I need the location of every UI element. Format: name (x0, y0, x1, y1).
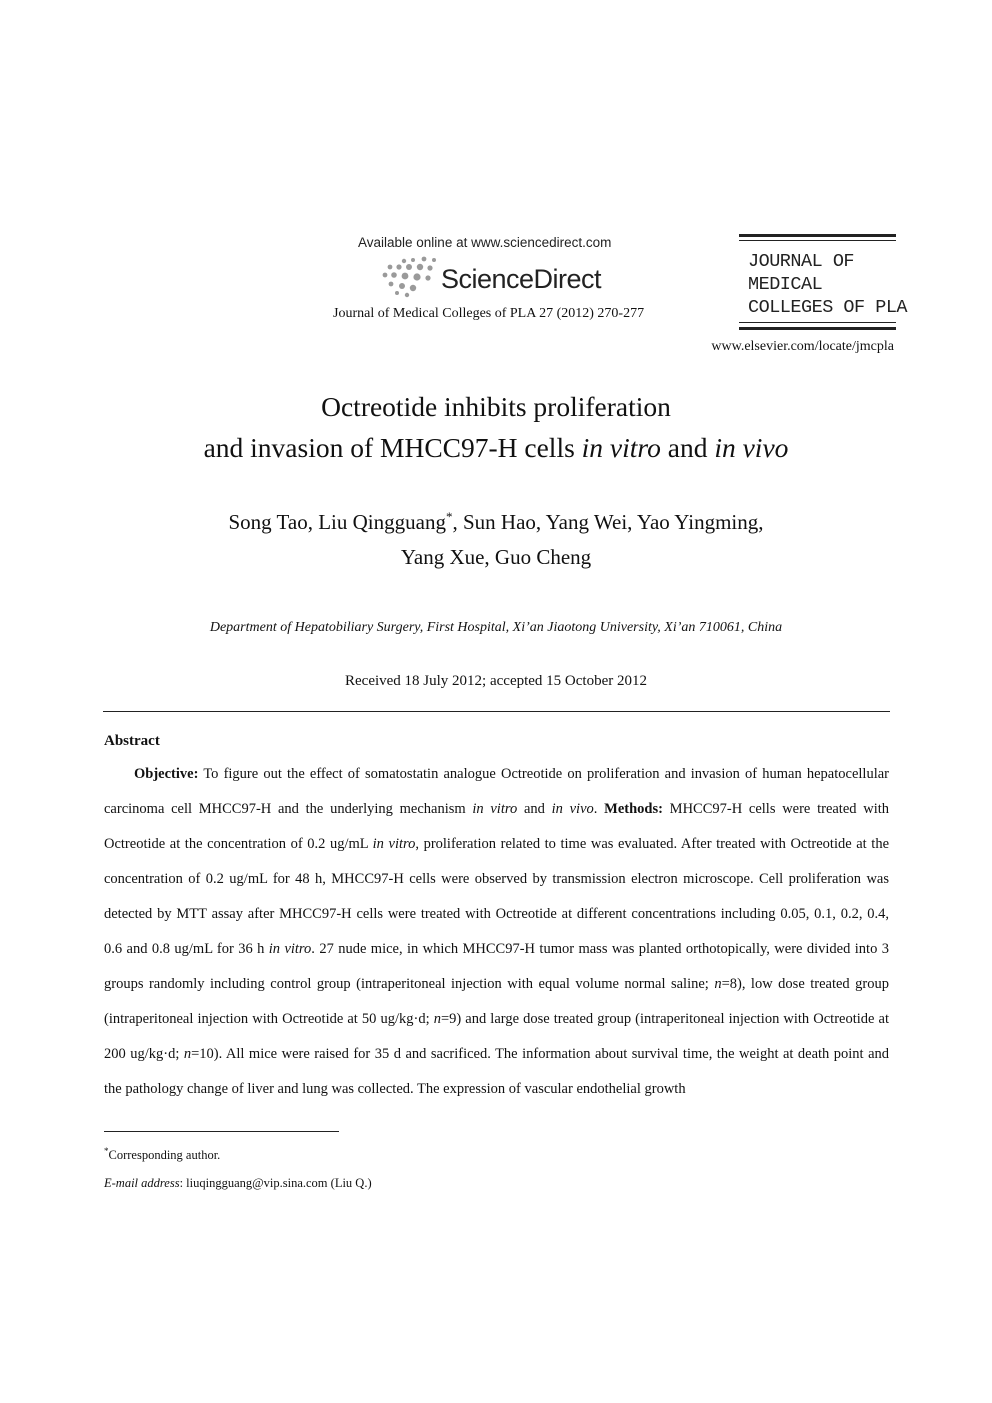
abstract-italic: in vitro (472, 801, 518, 817)
title-italic: in vitro (581, 432, 661, 463)
email-address[interactable]: : liuqingguang@vip.sina.com (Liu Q.) (179, 1176, 372, 1190)
abstract-italic: n (433, 1011, 441, 1027)
abstract-text: =10). All mice were raised for 35 d and sacrificed. The information about survival time, the weight at death point and the pathology change of liver and lung was collected. The expression of vascular endothelial growth (104, 1046, 890, 1097)
abstract-italic: n (183, 1046, 192, 1062)
title-italic: in vivo (714, 432, 789, 463)
footnote-divider (104, 1131, 339, 1132)
authors-text: , Sun Hao, Yang Wei, Yao Yingming, (452, 510, 764, 534)
divider (103, 711, 890, 712)
title-text: and (660, 432, 715, 463)
sciencedirect-wordmark: ScienceDirect (441, 264, 602, 294)
journal-citation: Journal of Medical Colleges of PLA 27 (2012) 270-277 (333, 306, 645, 321)
journal-url-link[interactable]: www.elsevier.com/locate/jmcpla (711, 339, 894, 354)
objective-label: Objective: (134, 766, 199, 782)
abstract-text: To figure out the effect of somatostatin analogue Octreotide on proliferation and invasion of human hepatocellular carcinoma cell MHCC97-H and the underlying mechanism (104, 766, 889, 817)
abstract-text: and (517, 801, 552, 817)
masthead-rule (739, 234, 896, 237)
sciencedirect-dots-icon (380, 256, 440, 298)
abstract-text: MHCC97-H cells were treated with Octreotide at the concentration of 0.2 ug/mL (104, 801, 890, 852)
abstract-text: =8), low dose treated group (intraperitoneal injection with Octreotide at 50 ug/kg·d; (104, 976, 890, 1027)
methods-label: Methods: (604, 801, 663, 817)
email-label: E-mail address (104, 1176, 180, 1190)
masthead-line: JOURNAL OF (748, 251, 855, 272)
abstract-italic: in vitro (268, 941, 312, 957)
abstract-text: =9) and large dose treated group (intraperitoneal injection with Octreotide at 200 ug/kg·d; (104, 1011, 889, 1062)
abstract-body (104, 757, 889, 1107)
abstract-text: . 27 nude mice, in which MHCC97-H tumor mass was planted orthotopically, were divided into 3 groups randomly including control group (intraperitoneal injection with equal volume normal saline; (104, 941, 889, 992)
authors-line-1 (0, 509, 992, 535)
corresponding-mark: * (445, 509, 453, 524)
abstract-text: , proliferation related to time was evaluated. After treated with Octreotide at the concentration of 0.2 ug/mL for 48 h, MHCC97-H cells were observed by transmission electron microscope. Cell proliferation was detected by MTT assay after MHCC97-H cells were treated with Octreotide at different concentrations including 0.05, 0.1, 0.2, 0.4, 0.6 and 0.8 ug/mL for 36 h (104, 836, 890, 957)
available-online-text: Available online at www.sciencedirect.com (358, 235, 612, 250)
masthead-line: MEDICAL (748, 274, 823, 295)
authors-line-2: Yang Xue, Guo Cheng (400, 545, 592, 569)
footnote-email (104, 1176, 372, 1191)
abstract-paragraph (104, 757, 889, 1107)
article-title-line-2 (0, 432, 992, 464)
footnote-corresponding (104, 1146, 220, 1163)
affiliation: Department of Hepatobiliary Surgery, First Hospital, Xi’an Jiaotong University, Xi’an 710061, China (209, 620, 783, 635)
article-title-line-1: Octreotide inhibits proliferation (321, 391, 671, 422)
footnote-mark: * (104, 1146, 109, 1156)
authors-text: Song Tao, Liu Qingguang (228, 510, 446, 534)
abstract-italic: in vitro (372, 836, 416, 852)
abstract-text: . (593, 801, 605, 817)
abstract-italic: in vivo (551, 801, 594, 817)
abstract-heading: Abstract (104, 733, 160, 749)
received-dates: Received 18 July 2012; accepted 15 October 2012 (345, 673, 647, 689)
title-text: and invasion of MHCC97-H cells (203, 432, 582, 463)
masthead-rule (739, 322, 896, 323)
masthead-rule (739, 327, 896, 330)
masthead-rule (739, 240, 896, 241)
footnote-text: Corresponding author. (108, 1148, 221, 1163)
masthead-line: COLLEGES OF PLA (748, 297, 908, 318)
abstract-italic: n (714, 976, 722, 992)
